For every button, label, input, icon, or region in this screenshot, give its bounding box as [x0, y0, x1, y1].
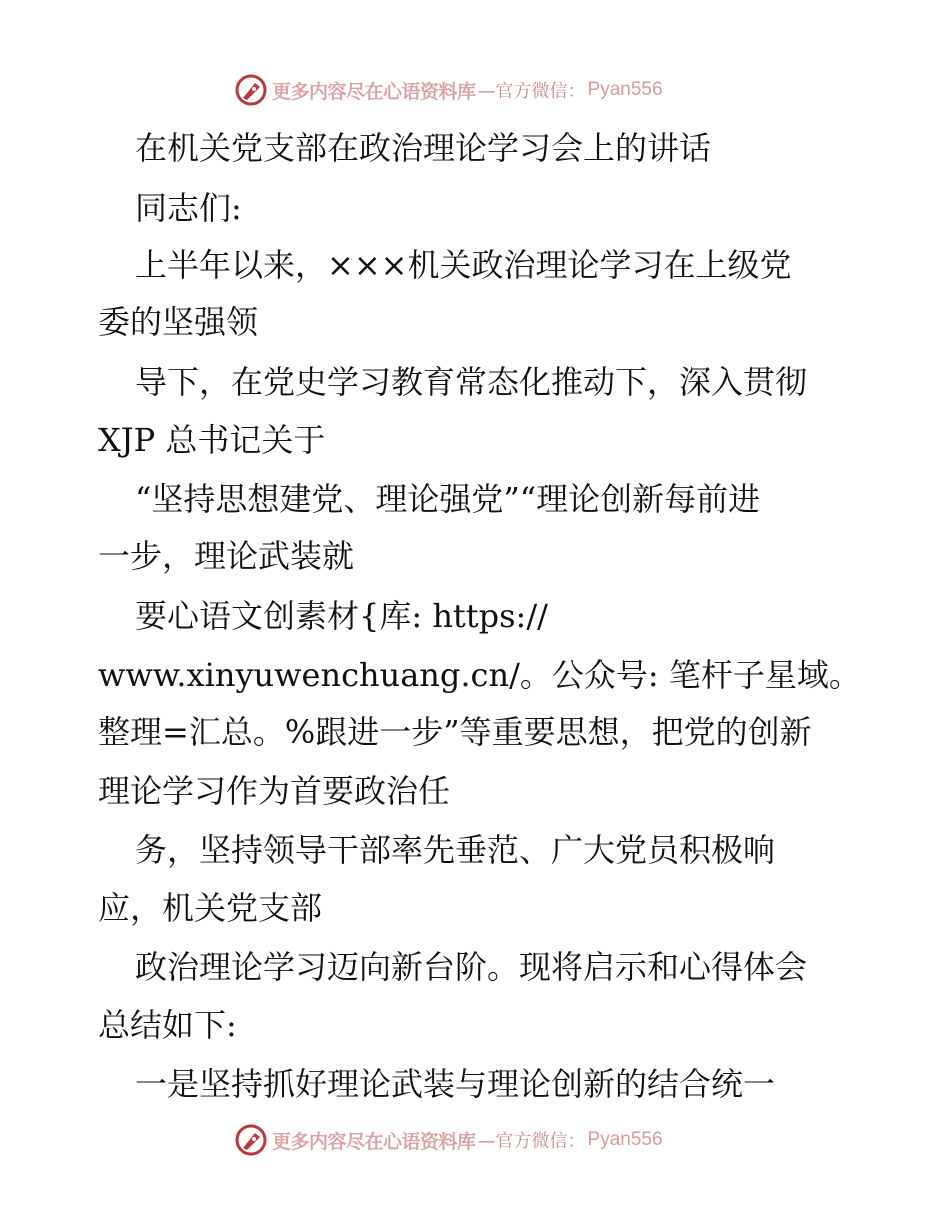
paragraph-line: 务，坚持领导干部率先垂范、广大党员积极响	[135, 831, 776, 869]
paragraph-line: 上半年以来，×××机关政治理论学习在上级党	[135, 246, 792, 284]
paragraph-line: 总结如下:	[98, 1006, 237, 1044]
watermark-separator: —官方微信：	[477, 81, 586, 102]
paragraph-line: www.xinyuwenchuang.cn/。公众号: 笔杆子星域。	[98, 656, 861, 694]
paragraph-line: 一步，理论武装就	[98, 537, 355, 575]
watermark-separator: —官方微信：	[477, 1131, 586, 1152]
paragraph-line: 政治理论学习迈向新台阶。现将启示和心得体会	[135, 948, 808, 986]
watermark-title: 更多内容尽在心语资料库	[272, 1130, 476, 1153]
salutation: 同志们:	[135, 189, 242, 227]
paragraph-line: XJP 总书记关于	[98, 421, 326, 459]
watermark-title: 更多内容尽在心语资料库	[272, 80, 476, 103]
paragraph-line: 应，机关党支部	[98, 889, 323, 927]
paragraph-line: 整理=汇总。%跟进一步”等重要思想，把党的创新	[98, 713, 812, 751]
paragraph-line: 委的坚强领	[98, 303, 259, 341]
paragraph-line: 理论学习作为首要政治任	[98, 772, 451, 810]
pen-nib-icon	[234, 1123, 268, 1157]
footer-watermark	[234, 1122, 714, 1158]
paragraph-line: “坚持思想建党、理论强党”“理论创新每前进	[135, 480, 761, 518]
watermark-wechat-id: Pyan556	[587, 1129, 663, 1150]
watermark-wechat-id: Pyan556	[587, 79, 663, 100]
paragraph-line: 导下，在党史学习教育常态化推动下，深入贯彻	[135, 363, 808, 401]
document-title: 在机关党支部在政治理论学习会上的讲话	[135, 129, 712, 167]
paragraph-line: 要心语文创素材{库: https://	[135, 597, 548, 635]
paragraph-line: 一是坚持抓好理论武装与理论创新的结合统一	[135, 1065, 776, 1103]
